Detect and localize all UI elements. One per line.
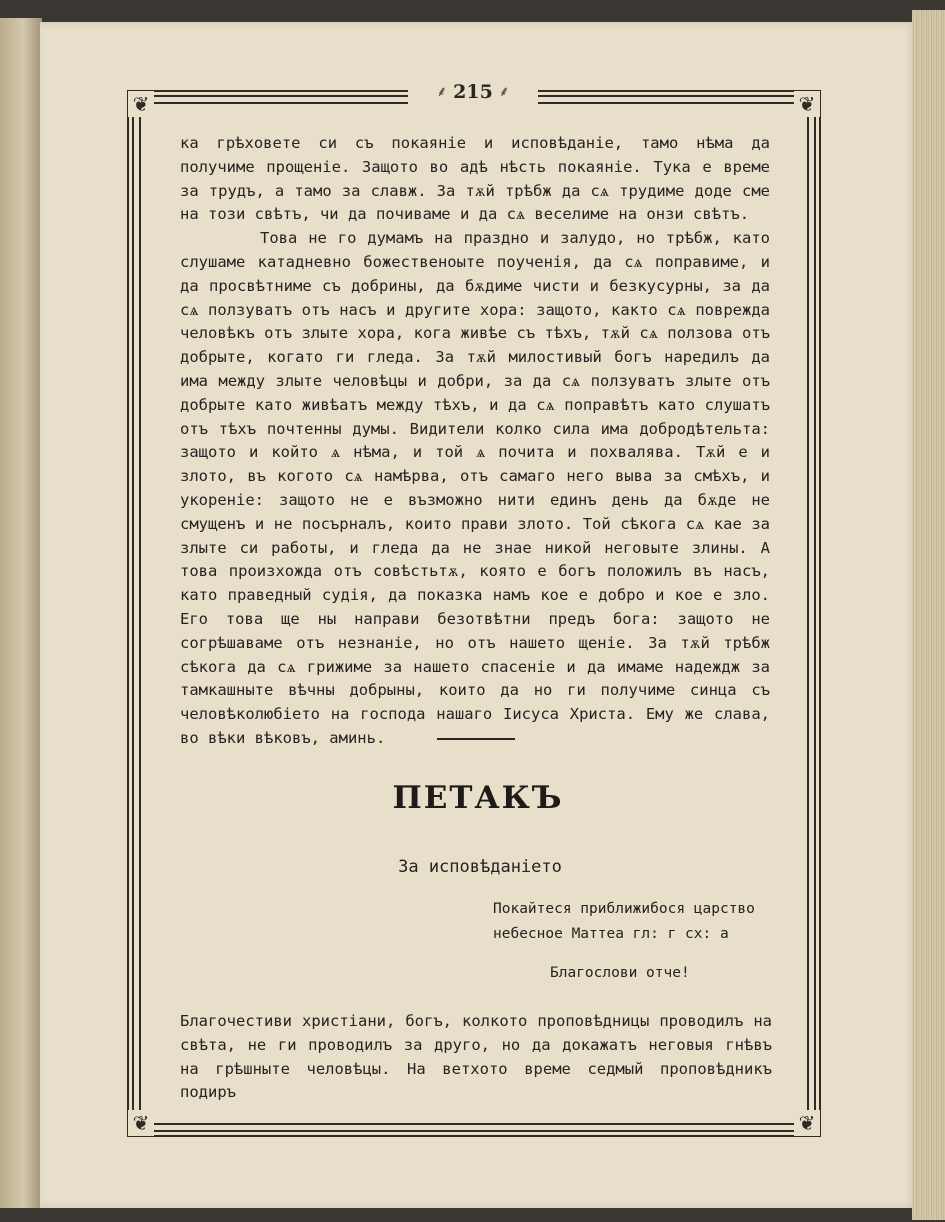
- laurel-right-icon: ⸙: [498, 84, 510, 100]
- page-stack-edges: [912, 10, 945, 1220]
- body-text: [180, 132, 770, 751]
- paragraph: ка грѣховете си съ покаяніе и исповѣданіе, тамо нѣма да получиме прощеніе. Защото во адѣ нѣсть покаяніе. Тука е време за трудъ, а тамо за славж. За тѫй трѣбж да сѧ трудиме доде сме на този свѣтъ, чи да почиваме и да сѧ веселиме на онзи свѣтъ.: [180, 134, 770, 224]
- sermon-text: [180, 1010, 772, 1105]
- section-subtitle: За исповѣданіето: [398, 857, 562, 877]
- page-header: [408, 78, 538, 106]
- epigraph: [493, 897, 778, 947]
- page-number: 215: [453, 81, 493, 103]
- paragraph: Това не го думамъ на праздно и залудо, но трѣбж, като слушаме катадневно божественоыте поученія, да сѧ поправиме, и да просвѣтниме съ добрины, да бѫдиме чисти и безкусурны, за да сѧ ползуватъ отъ насъ и другите хора: защото, както сѧ повреждa человѣкъ отъ злыте хора, кога живѣе съ тѣхъ, тѫй сѧ ползова отъ добрыте, когато ги гледа. За тѫй милостивый богъ наредилъ да има междy злыте человѣцы и добри, за да сѧ ползуватъ злыте отъ добрыте като живѣатъ междy тѣхъ, и да сѧ поправѣтъ като слушатъ отъ тѣхъ почтенны думы. Видители колко сила има добродѣтельта: защото и който ѧ нѣма, и той ѧ почита и похвалява. Тѫй е и злото, въ когото сѧ намѣрва, отъ самаго него выва за смѣхъ, и укореніе: защото не е възможно нити единъ день да бѫде не смущенъ и не посърналъ, които прави злото. Той сѣкога сѧ кае за злыте си работы, и гледа да не знае никой неговыте злины. А това произхожда отъ совѣстьтѫ, която е богъ положилъ въ насъ, като праведный судія, да показка намъ кое е добро и кое е зло. Его това ще ны направи безотвѣтни предъ бога: защото не согрѣшаваме отъ незнаніе, но отъ нашето щеніе. За тѫй трѣбж сѣкога да сѧ грижиме за нашето спасеніе и да имаме надеждж за тамкашныте вѣчны добрыны, които да но ги получиме синца съ человѣколюбіето на господа нашаго Іисуса Христа. Ему же слава, во вѣки вѣковъ, аминь.: [180, 229, 770, 747]
- blessing: Благослови отче!: [550, 965, 690, 981]
- corner-ornament-icon: ❦: [128, 91, 154, 117]
- adjacent-page-edge: [0, 18, 42, 1208]
- epigraph-line: Покайтеся приближибося царство небесное Маттеа гл: г сх: а: [493, 901, 755, 942]
- section-divider: [437, 738, 515, 740]
- corner-ornament-icon: ❦: [794, 91, 820, 117]
- corner-ornament-icon: ❦: [794, 1110, 820, 1136]
- corner-ornament-icon: ❦: [128, 1110, 154, 1136]
- laurel-left-icon: ⸙: [436, 84, 448, 100]
- paragraph: Благочестиви христіани, богъ, колкото проповѣдницы проводилъ на свѣта, не ги проводилъ за друго, но да докажатъ неговыя гнѣвъ на грѣшныте человѣцы. На ветхото време седмый проповѣдникъ подиръ: [180, 1012, 772, 1102]
- section-heading: ПЕТАКЪ: [392, 780, 564, 816]
